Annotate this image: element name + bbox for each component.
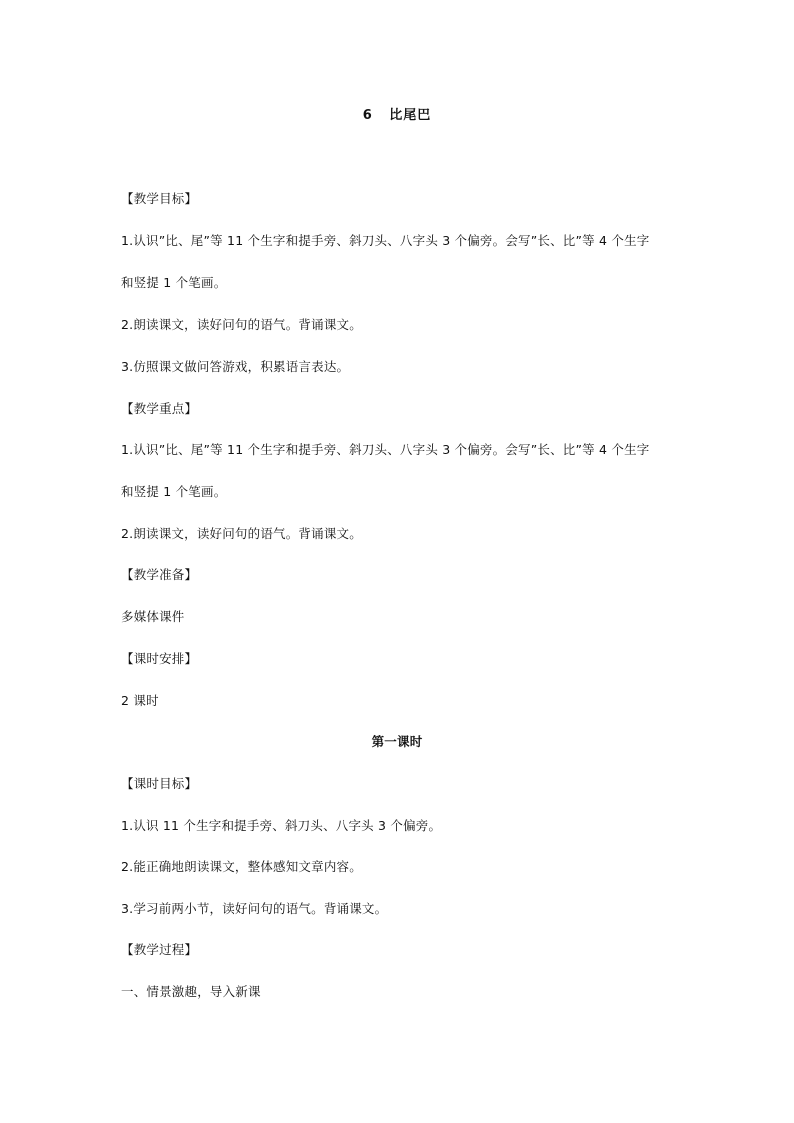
key-1-line-1: 1.认识”比、尾”等 11 个生字和提手旁、斜刀头、八字头 3 个偏旁。会写”长、比”等 4 个生字 bbox=[121, 442, 650, 457]
process-step-1: 一、情景激趣，导入新课 bbox=[121, 984, 261, 999]
heading-lesson-goals: 【课时目标】 bbox=[121, 776, 198, 791]
preparation-text: 多媒体课件 bbox=[121, 609, 185, 624]
goal-3: 3.仿照课文做问答游戏，积累语言表达。 bbox=[121, 359, 350, 374]
goal-2: 2.朗读课文，读好问句的语气。背诵课文。 bbox=[121, 317, 362, 332]
heading-preparation: 【教学准备】 bbox=[121, 567, 198, 582]
goal-1-line-2: 和竖提 1 个笔画。 bbox=[121, 275, 227, 290]
lesson-title: 第一课时 bbox=[371, 734, 423, 749]
goal-1-line-1: 1.认识”比、尾”等 11 个生字和提手旁、斜刀头、八字头 3 个偏旁。会写”长、比”等 4 个生字 bbox=[121, 233, 650, 248]
heading-teaching-process: 【教学过程】 bbox=[121, 942, 198, 957]
heading-schedule: 【课时安排】 bbox=[121, 651, 198, 666]
heading-key-points: 【教学重点】 bbox=[121, 401, 198, 416]
key-1-line-2: 和竖提 1 个笔画。 bbox=[121, 484, 227, 499]
lesson-goal-1: 1.认识 11 个生字和提手旁、斜刀头、八字头 3 个偏旁。 bbox=[121, 818, 442, 833]
document-title: 6 比尾巴 bbox=[362, 108, 432, 123]
key-2: 2.朗读课文，读好问句的语气。背诵课文。 bbox=[121, 526, 362, 541]
lesson-goal-2: 2.能正确地朗读课文，整体感知文章内容。 bbox=[121, 859, 362, 874]
lesson-goal-3: 3.学习前两小节，读好问句的语气。背诵课文。 bbox=[121, 901, 388, 916]
heading-teaching-goals: 【教学目标】 bbox=[121, 191, 198, 206]
schedule-text: 2 课时 bbox=[121, 693, 159, 708]
